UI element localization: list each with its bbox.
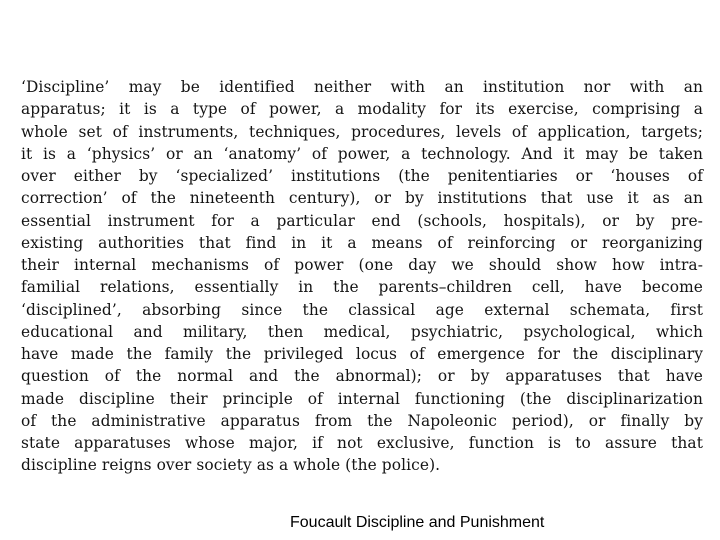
passage-line: whole set of instruments, techniques, procedures, levels of application, targets; <box>21 122 703 141</box>
passage-line: question of the normal and the abnormal); or by apparatuses that have <box>21 367 703 386</box>
passage-line: apparatus; it is a type of power, a modality for its exercise, comprising a <box>21 100 703 119</box>
passage-line: existing authorities that find in it a means of reinforcing or reorganizing <box>21 233 703 252</box>
passage-line: of the administrative apparatus from the Napoleonic period), or finally by <box>21 411 703 430</box>
passage-line: ‘Discipline’ may be identified neither with an institution nor with an <box>21 78 703 96</box>
passage-line: made discipline their principle of internal functioning (the disciplinarization <box>21 389 703 408</box>
passage-line: familial relations, essentially in the parents–children cell, have become <box>21 278 703 297</box>
passage-line: educational and military, then medical, psychiatric, psychological, which <box>21 322 703 341</box>
passage-line: have made the family the privileged locus of emergence for the disciplinary <box>21 345 703 363</box>
passage-line: their internal mechanisms of power (one day we should show how intra- <box>21 256 703 274</box>
caption: Foucault Discipline and Punishment <box>290 514 545 531</box>
quoted-passage <box>21 76 703 477</box>
passage-line: essential instrument for a particular end (schools, hospitals), or by pre- <box>21 211 703 230</box>
passage-line: discipline reigns over society as a whole (the police). <box>21 456 441 475</box>
passage-line: state apparatuses whose major, if not exclusive, function is to assure that <box>21 434 703 452</box>
passage-line: over either by ‘specialized’ institutions (the penitentiaries or ‘houses of <box>21 167 703 185</box>
passage-line: it is a ‘physics’ or an ‘anatomy’ of power, a technology. And it may be taken <box>21 144 703 163</box>
passage-line: ‘disciplined’, absorbing since the classical age external schemata, first <box>21 300 703 319</box>
passage-line: correction’ of the nineteenth century), or by institutions that use it as an <box>21 189 703 208</box>
